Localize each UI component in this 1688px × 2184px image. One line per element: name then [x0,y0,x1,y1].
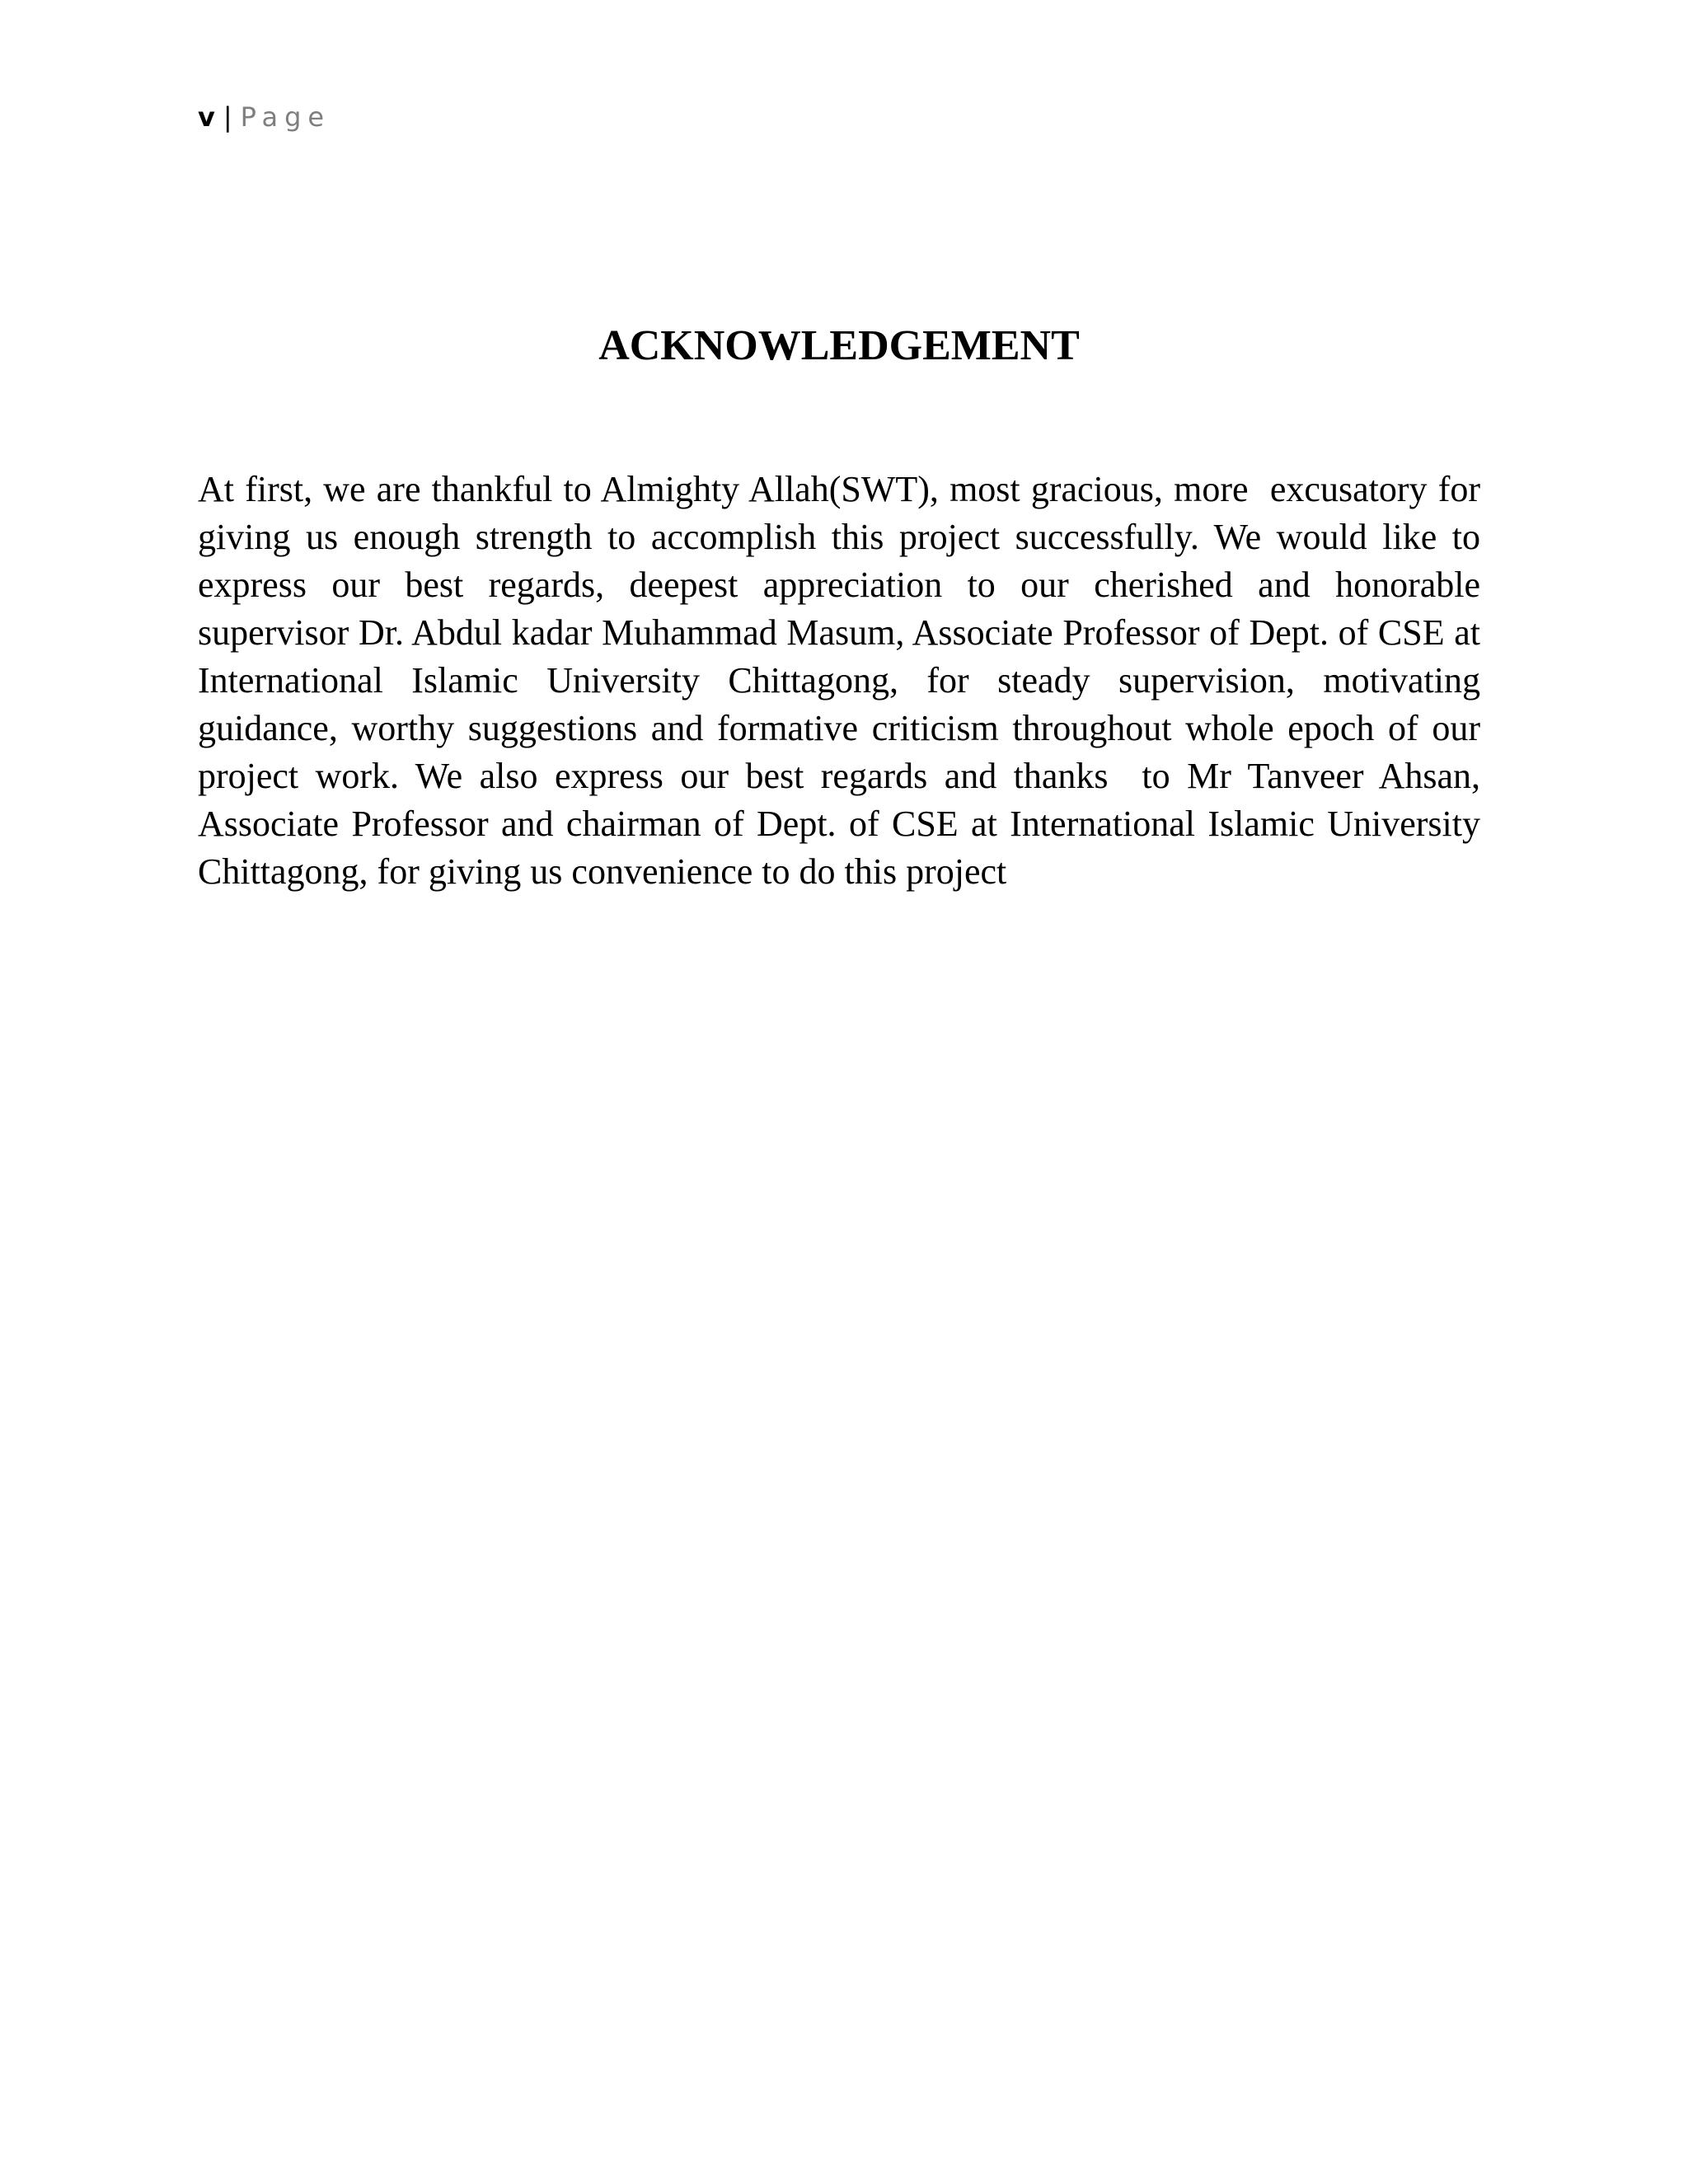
page-header [198,99,331,135]
page-title: ACKNOWLEDGEMENT [598,322,1080,369]
page-number: v [198,101,215,133]
page-label: Page [240,101,331,133]
page-separator: | [223,101,232,133]
acknowledgement-paragraph: At first, we are thankful to Almighty Allah(SWT), most gracious, more excusatory for giving us enough strength to accomplish this project successfully. We would like to express our best regards, deepest appreciation to our cherished and honorable supervisor Dr. Abdul kadar Muhammad Masum, Associate Professor of Dept. of CSE at International Islamic University Chittagong, for steady supervision, motivating guidance, worthy suggestions and formative criticism throughout whole epoch of our project work. We also express our best regards and thanks to Mr Tanveer Ahsan, Associate Professor and chairman of Dept. of CSE at International Islamic University Chittagong, for giving us convenience to do this project [198,469,1498,892]
